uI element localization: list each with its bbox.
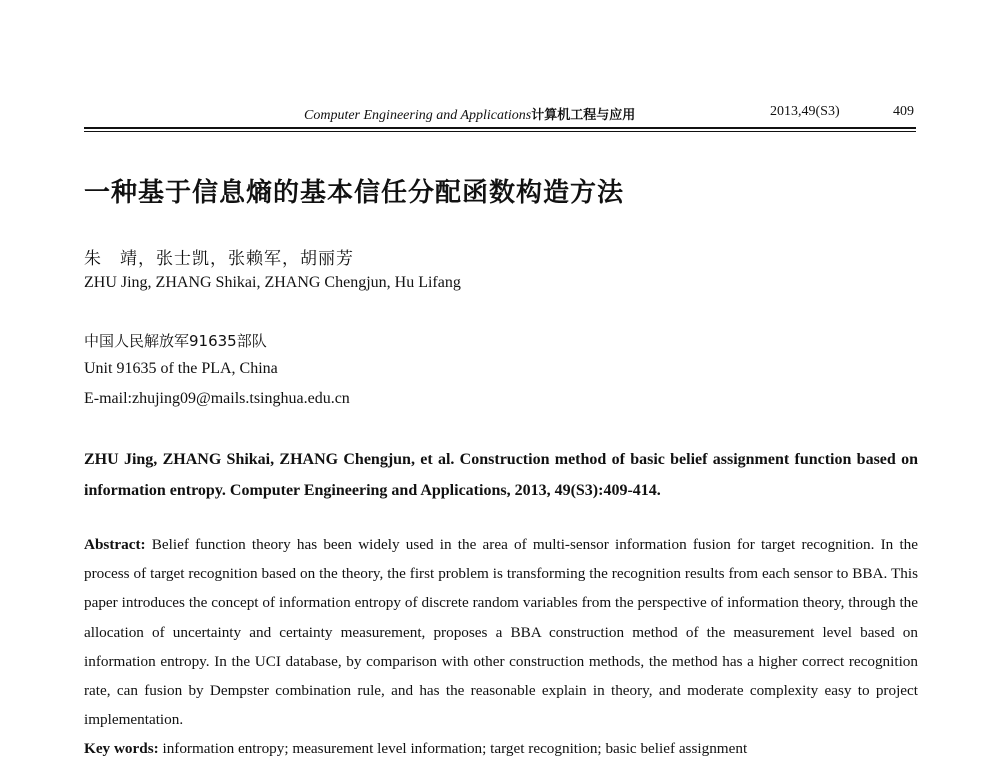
citation-block: ZHU Jing, ZHANG Shikai, ZHANG Chengjun, et al. Construction method of basic belief assignment function based on information entropy. Computer Engineering and Applications, 2013, 49(S3):409-414. xyxy=(84,451,918,499)
author-email: E-mail:zhujing09@mails.tsinghua.edu.cn xyxy=(84,390,350,407)
header-rule-thin xyxy=(84,131,916,132)
keywords-text: information entropy; measurement level information; target recognition; basic belief assignment xyxy=(162,740,748,757)
authors-chinese: 朱 靖，张士凯，张赖军，胡丽芳 xyxy=(84,249,354,269)
affiliation-chinese: 中国人民解放军91635部队 xyxy=(84,332,267,350)
page-number: 409 xyxy=(893,104,914,119)
paper-title: 一种基于信息熵的基本信任分配函数构造方法 xyxy=(84,178,625,208)
issue-number: 2013,49(S3) xyxy=(770,104,840,119)
affiliation-english: Unit 91635 of the PLA, China xyxy=(84,360,278,377)
abstract-block xyxy=(84,530,918,734)
journal-name-en: Computer Engineering and Applications xyxy=(304,108,532,123)
journal-name-cn: 计算机工程与应用 xyxy=(531,108,636,123)
keywords-block xyxy=(84,734,918,763)
journal-name xyxy=(304,104,635,124)
abstract-label: Abstract: xyxy=(84,536,146,553)
keywords-label: Key words: xyxy=(84,740,159,757)
header-rule-thick xyxy=(84,127,916,129)
abstract-text: Belief function theory has been widely used in the area of multi-sensor information fusion for target recognition. In the process of target recognition based on the theory, the first problem is transforming the recognition results from each sensor to BBA. This paper introduces the concept of information entropy of discrete random variables from the perspective of information theory, through the allocation of uncertainty and certainty measurement, proposes a BBA construction method of the measurement level based on information entropy. In the UCI database, by comparison with other construction methods, the method has a higher correct recognition rate, can fusion by Dempster combination rule, and has the reasonable explain in theory, and moderate complexity easy to project implementation. xyxy=(84,536,919,729)
running-header xyxy=(84,104,916,126)
authors-english: ZHU Jing, ZHANG Shikai, ZHANG Chengjun, Hu Lifang xyxy=(84,274,461,291)
